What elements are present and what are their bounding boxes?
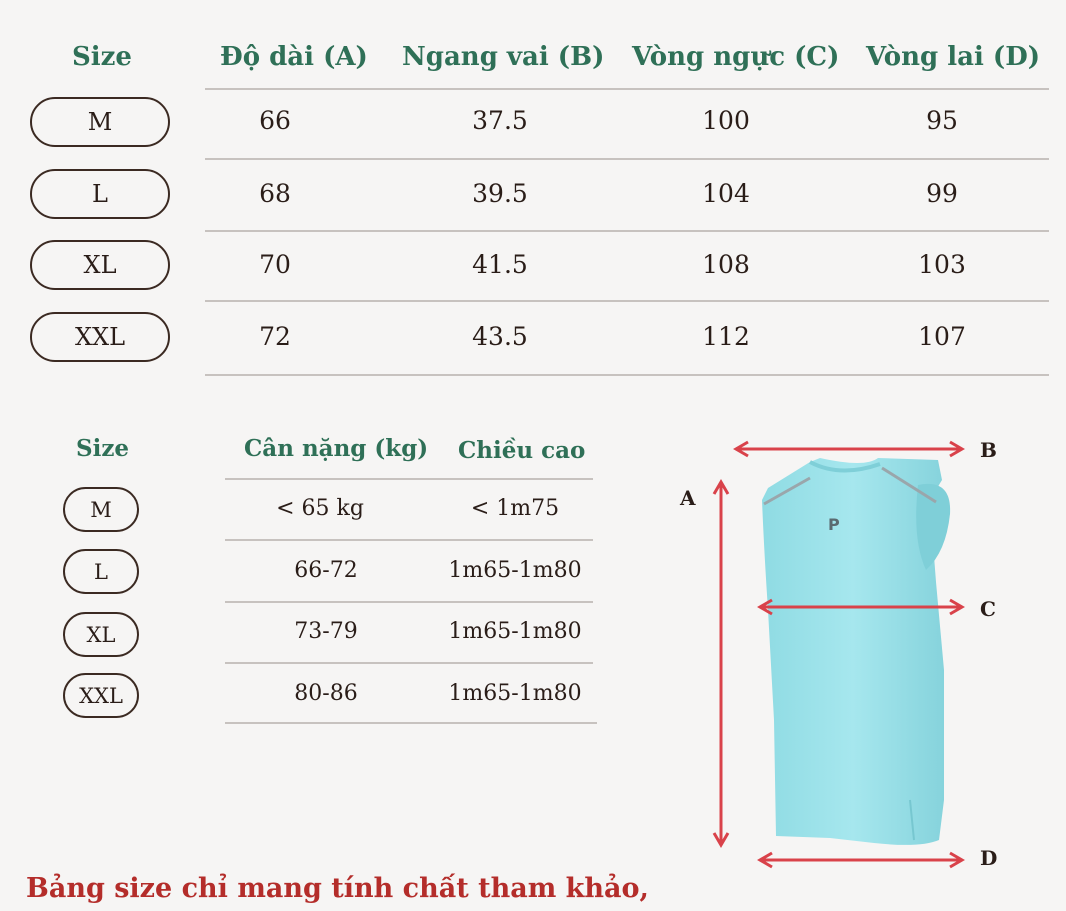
cell-length: 72 bbox=[259, 322, 291, 351]
cell-weight: 73-79 bbox=[294, 619, 358, 644]
size-pill-xxl bbox=[63, 673, 139, 718]
header-hem: Vòng lai (D) bbox=[866, 42, 1041, 72]
cell-height: 1m65-1m80 bbox=[448, 681, 582, 706]
header-size: Size bbox=[76, 435, 130, 462]
label-b: B bbox=[980, 438, 997, 462]
header-chest: Vòng ngực (C) bbox=[632, 42, 840, 72]
divider bbox=[225, 722, 597, 724]
header-weight: Cân nặng (kg) bbox=[244, 435, 429, 462]
cell-shoulder: 43.5 bbox=[472, 322, 528, 351]
size-label: M bbox=[90, 497, 112, 522]
size-pill-xl bbox=[30, 240, 170, 290]
cell-hem: 107 bbox=[918, 322, 966, 351]
shirt-measurement-diagram bbox=[660, 420, 1060, 890]
label-c: C bbox=[980, 597, 996, 621]
divider bbox=[225, 478, 593, 480]
size-pill-m bbox=[63, 487, 139, 532]
cell-height: 1m65-1m80 bbox=[448, 558, 582, 583]
shirt-diagram-graphic bbox=[660, 420, 1060, 890]
size-label: M bbox=[87, 108, 113, 136]
cell-chest: 104 bbox=[702, 179, 750, 208]
size-pill-xxl bbox=[30, 312, 170, 362]
cell-shoulder: 37.5 bbox=[472, 106, 528, 135]
label-a: A bbox=[680, 486, 696, 510]
label-d: D bbox=[980, 846, 998, 870]
cell-length: 70 bbox=[259, 250, 291, 279]
header-height: Chiều cao bbox=[458, 437, 586, 464]
cell-shoulder: 39.5 bbox=[472, 179, 528, 208]
cell-height: 1m65-1m80 bbox=[448, 619, 582, 644]
size-pill-m bbox=[30, 97, 170, 147]
divider bbox=[225, 539, 593, 541]
divider bbox=[205, 88, 1049, 90]
cell-hem: 103 bbox=[918, 250, 966, 279]
shirt-armhole bbox=[916, 484, 950, 570]
cell-length: 68 bbox=[259, 179, 291, 208]
size-label: XXL bbox=[74, 323, 126, 351]
divider bbox=[225, 662, 593, 664]
size-label: XXL bbox=[79, 683, 123, 708]
divider bbox=[205, 230, 1049, 232]
cell-weight: 80-86 bbox=[294, 681, 358, 706]
divider bbox=[225, 601, 593, 603]
cell-weight: 66-72 bbox=[294, 558, 358, 583]
cell-chest: 108 bbox=[702, 250, 750, 279]
size-label: L bbox=[92, 180, 108, 208]
cell-chest: 100 bbox=[702, 106, 750, 135]
cell-chest: 112 bbox=[702, 322, 750, 351]
brand-logo: P bbox=[828, 515, 840, 534]
disclaimer-note: Bảng size chỉ mang tính chất tham khảo, bbox=[26, 873, 649, 904]
cell-height: < 1m75 bbox=[470, 496, 560, 521]
cell-shoulder: 41.5 bbox=[472, 250, 528, 279]
cell-weight: < 65 kg bbox=[276, 496, 364, 521]
header-size: Size bbox=[72, 42, 132, 72]
cell-hem: 95 bbox=[926, 106, 958, 135]
header-shoulder: Ngang vai (B) bbox=[402, 42, 605, 72]
header-length: Độ dài (A) bbox=[220, 42, 368, 72]
cell-hem: 99 bbox=[926, 179, 958, 208]
size-pill-xl bbox=[63, 612, 139, 657]
divider bbox=[205, 300, 1049, 302]
size-label: XL bbox=[83, 251, 117, 279]
size-label: XL bbox=[86, 622, 116, 647]
divider bbox=[205, 158, 1049, 160]
size-pill-l bbox=[63, 549, 139, 594]
size-label: L bbox=[94, 559, 108, 584]
size-pill-l bbox=[30, 169, 170, 219]
divider bbox=[205, 374, 1049, 376]
cell-length: 66 bbox=[259, 106, 291, 135]
